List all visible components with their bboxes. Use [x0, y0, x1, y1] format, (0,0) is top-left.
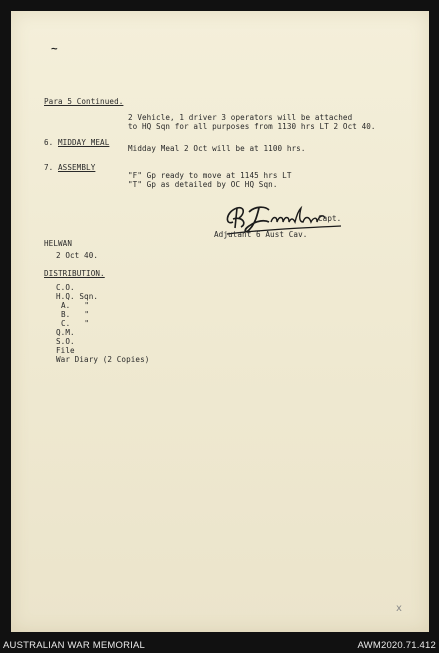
item7-title: ASSEMBLY: [58, 163, 96, 172]
distribution-item: War Diary (2 Copies): [56, 355, 150, 364]
para5-line-1: 2 Vehicle, 1 driver 3 operators will be attached: [128, 113, 353, 122]
distribution-item: B. ": [61, 310, 90, 319]
place: HELWAN: [44, 239, 73, 248]
document-page: [11, 11, 429, 632]
signatory-rank: Capt.: [318, 214, 342, 223]
item6-title: MIDDAY MEAL: [58, 138, 110, 147]
paper-mark: ~: [51, 42, 58, 55]
distribution-item: A. ": [61, 301, 90, 310]
item7-line-1: "F" Gp ready to move at 1145 hrs LT: [128, 171, 292, 180]
distribution-item: Q.M.: [56, 328, 75, 337]
distribution-item: S.O.: [56, 337, 75, 346]
distribution-item: File: [56, 346, 75, 355]
heading-para5: Para 5 Continued.: [44, 97, 124, 106]
signatory-title: Adjutant 6 Aust Cav.: [214, 230, 308, 239]
distribution-heading: DISTRIBUTION.: [44, 269, 105, 278]
date: 2 Oct 40.: [56, 251, 99, 260]
para5-line-2: to HQ Sqn for all purposes from 1130 hrs LT 2 Oct 40.: [128, 122, 376, 131]
item6-number: 6.: [44, 138, 54, 147]
distribution-item: H.Q. Sqn.: [56, 292, 99, 301]
item7-line-2: "T" Gp as detailed by OC HQ Sqn.: [128, 180, 278, 189]
footer-institution: AUSTRALIAN WAR MEMORIAL: [3, 640, 146, 651]
corner-mark: x: [396, 603, 402, 614]
item7-number: 7.: [44, 163, 54, 172]
distribution-item: C.O.: [56, 283, 75, 292]
footer-accession-number: AWM2020.71.412: [357, 640, 436, 651]
distribution-item: C. ": [61, 319, 90, 328]
item6-text: Midday Meal 2 Oct will be at 1100 hrs.: [128, 144, 306, 153]
